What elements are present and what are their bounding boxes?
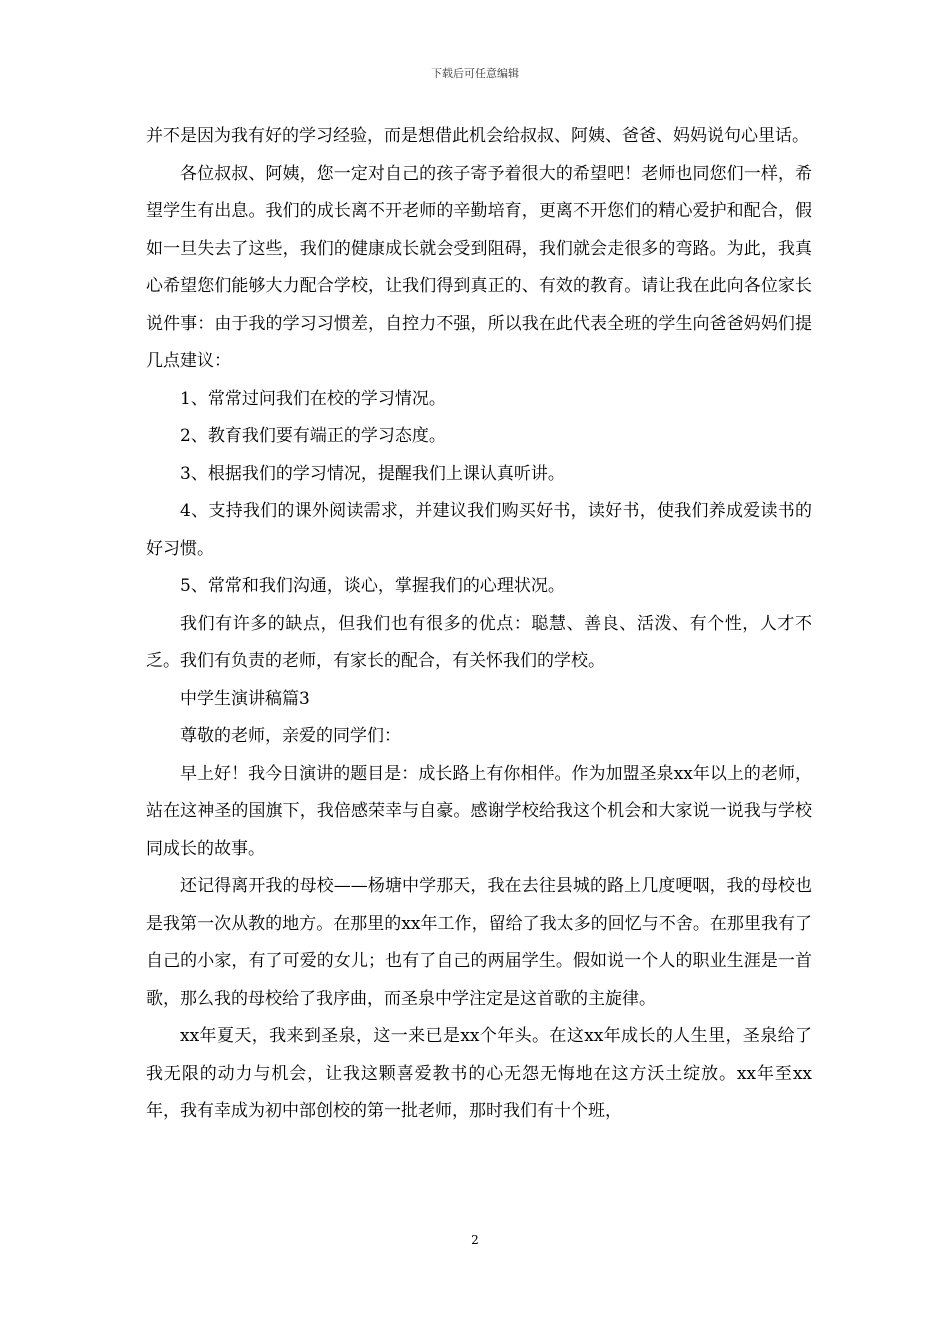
- list-item: 1、常常过问我们在校的学习情况。: [180, 388, 446, 409]
- list-item: 4、支持我们的课外阅读需求，并建议我们购买好书，读好书，使我们养成爱读书的好习惯。: [146, 501, 812, 559]
- paragraph-continuation: 并不是因为我有好的学习经验，而是想借此机会给叔叔、阿姨、爸爸、妈妈说句心里话。: [146, 126, 809, 146]
- paragraph: 还记得离开我的母校——杨塘中学那天，我在去往县城的路上几度哽咽，我的母校也是我第一次从教的地方。在那里的xx年工作，留给了我太多的回忆与不舍。在那里我有了自己的小家，有了可爱的女儿；也有了自己的两届学生。假如说一个人的职业生涯是一首歌，那么我的母校给了我序曲，而圣泉中学注定是这首歌的主旋律。: [146, 876, 812, 1009]
- paragraph: 各位叔叔、阿姨，您一定对自己的孩子寄予着很大的希望吧！老师也同您们一样，希望学生有出息。我们的成长离不开老师的辛勤培育，更离不开您们的精心爱护和配合，假如一旦失去了这些，我们的健康成长就会受到阻碍，我们就会走很多的弯路。为此，我真心希望您们能够大力配合学校，让我们得到真正的、有效的教育。请让我在此向各位家长说件事：由于我的学习习惯差，自控力不强，所以我在此代表全班的学生向爸爸妈妈们提几点建议：: [146, 163, 812, 371]
- page-number: 2: [471, 1233, 479, 1247]
- salutation: 尊敬的老师，亲爱的同学们：: [180, 726, 401, 746]
- page-header: 下载后可任意编辑: [431, 67, 519, 80]
- paragraph: 早上好！我今日演讲的题目是：成长路上有你相伴。作为加盟圣泉xx年以上的老师，站在这神圣的国旗下，我倍感荣幸与自豪。感谢学校给我这个机会和大家说一说我与学校同成长的故事。: [146, 763, 812, 859]
- section-title: 中学生演讲稿篇3: [180, 688, 310, 709]
- document-body: [146, 118, 812, 1131]
- list-item: 3、根据我们的学习情况，提醒我们上课认真听讲。: [180, 463, 565, 484]
- paragraph: 我们有许多的缺点，但我们也有很多的优点：聪慧、善良、活泼、有个性，人才不乏。我们有负责的老师，有家长的配合，有关怀我们的学校。: [146, 613, 812, 671]
- paragraph: xx年夏天，我来到圣泉，这一来已是xx个年头。在这xx年成长的人生里，圣泉给了我无限的动力与机会，让我这颗喜爱教书的心无怨无悔地在这方沃土绽放。xx年至xx年，我有幸成为初中部创校的第一批老师，那时我们有十个班，: [146, 1026, 812, 1121]
- list-item: 5、常常和我们沟通，谈心，掌握我们的心理状况。: [180, 576, 565, 596]
- list-item: 2、教育我们要有端正的学习态度。: [180, 426, 446, 446]
